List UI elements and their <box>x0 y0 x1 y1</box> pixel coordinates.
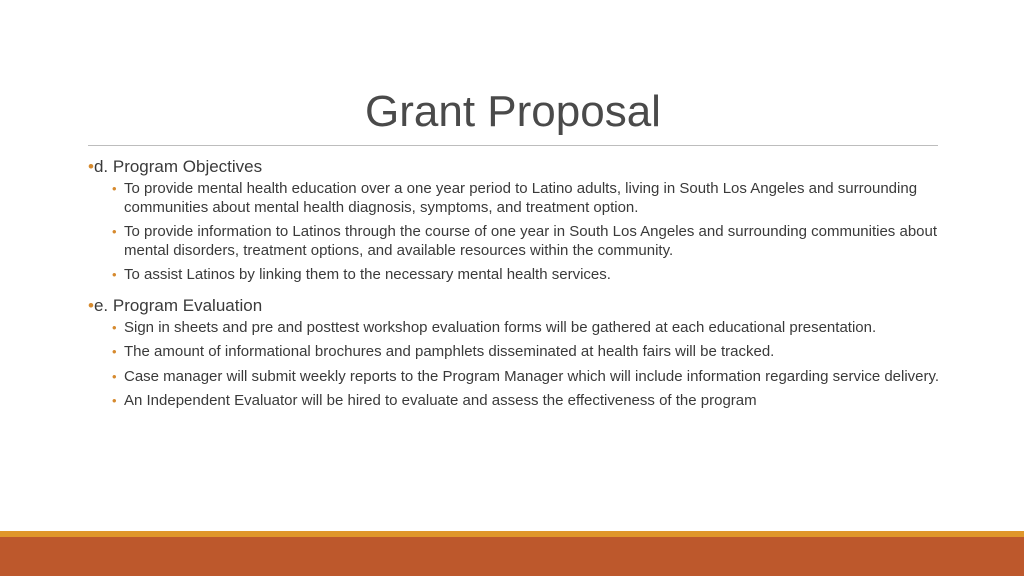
list-item <box>112 266 948 285</box>
list-item <box>112 343 948 362</box>
section-program-objectives <box>88 156 948 285</box>
bullet-icon: • <box>88 157 94 176</box>
slide-content <box>88 156 948 421</box>
section-heading-label: d. Program Objectives <box>93 157 263 176</box>
list-item-text: To provide mental health education over a one year period to Latino adults, living in South Los Angeles and surrounding communities about mental health diagnosis, symptoms, and treatment option. <box>124 180 918 216</box>
list-item-text: An Independent Evaluator will be hired to evaluate and assess the effectiveness of the program <box>124 392 757 409</box>
evaluation-list <box>88 319 948 411</box>
bullet-icon: • <box>112 267 117 282</box>
bullet-icon: • <box>112 181 117 196</box>
title-divider <box>88 145 938 146</box>
list-item <box>112 392 948 411</box>
list-item-text: Case manager will submit weekly reports to the Program Manager which will include information regarding service delivery. <box>124 367 940 385</box>
section-heading <box>88 295 948 317</box>
bullet-icon: • <box>112 368 117 384</box>
list-item-text: Sign in sheets and pre and posttest workshop evaluation forms will be gathered at each educational presentation. <box>124 318 877 336</box>
list-item <box>112 319 948 338</box>
bullet-icon: • <box>112 319 117 335</box>
bullet-icon: • <box>88 295 94 315</box>
section-heading <box>88 156 948 178</box>
list-item <box>112 368 948 387</box>
list-item-text: To provide information to Latinos through the course of one year in South Los Angeles and surrounding communities about mental disorders, treatment options, and available resources within the community. <box>124 223 938 259</box>
section-heading-label: e. Program Evaluation <box>93 295 263 315</box>
list-item <box>112 180 948 217</box>
bullet-icon: • <box>112 393 117 408</box>
list-item-text: To assist Latinos by linking them to the necessary mental health services. <box>124 266 611 283</box>
footer-bar <box>0 537 1024 576</box>
slide-title: Grant Proposal <box>365 87 661 136</box>
objectives-list <box>88 180 948 285</box>
list-item-text: The amount of informational brochures and pamphlets disseminated at health fairs will be tracked. <box>124 343 775 360</box>
bullet-icon: • <box>112 344 117 359</box>
section-program-evaluation <box>88 295 948 411</box>
list-item <box>112 223 948 260</box>
bullet-icon: • <box>112 224 117 239</box>
